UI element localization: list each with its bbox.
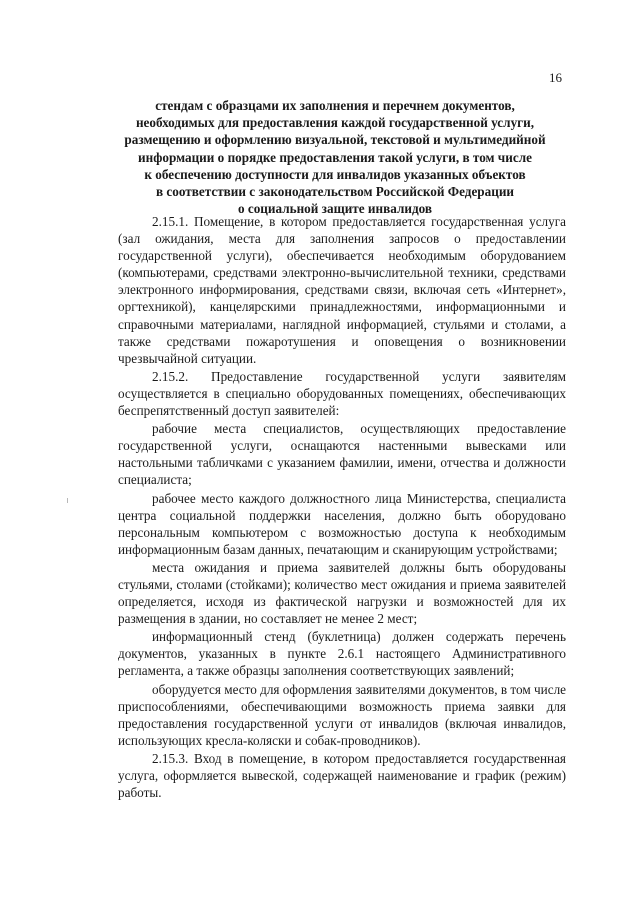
scan-artifact bbox=[67, 498, 68, 503]
paragraph-waiting-areas: места ожидания и приема заявителей должны быть оборудованы стульями, столами (стойками); количество мест ожидания и приема заявителей определяется, исходя из фактической нагрузки и возможностей для их размещения в здании, но составляет не менее 2 мест; bbox=[118, 559, 566, 627]
page-number: 16 bbox=[549, 70, 562, 85]
section-heading bbox=[105, 97, 565, 217]
heading-line: информации о порядке предоставления такой услуги, в том числе bbox=[138, 149, 532, 165]
heading-line: стендам с образцами их заполнения и перечнем документов, bbox=[155, 98, 515, 113]
heading-line: в соответствии с законодательством Российской Федерации bbox=[155, 184, 515, 200]
paragraph-2-15-3: 2.15.3. Вход в помещение, в котором предоставляется государственная услуга, оформляется вывеской, содержащей наименование и график (режим) работы. bbox=[118, 750, 566, 801]
document-body bbox=[118, 213, 566, 802]
paragraph-document-area: оборудуется место для оформления заявителями документов, в том числе приспособлениями, обеспечивающими возможность приема заявки для предоставления государственной услуги от инвалидов (включая инвалидов, использующих кресла-коляски и собак-проводников). bbox=[118, 681, 566, 748]
paragraph-2-15-1: 2.15.1. Помещение, в котором предоставляется государственная услуга (зал ожидания, места для заполнения запросов о предоставлении государственной услуги), обеспечивается необходимым оборудованием (компьютерами, средствами электронно-вычислительной техники, средствами электронного информирования, средствами связи, включая сеть «Интернет», оргтехникой), канцелярскими принадлежностями, информационными и справочными материалами, наглядной информацией, стульями и столами, а также средствами пожаротушения и оповещения о возникновении чрезвычайной ситуации. bbox=[118, 214, 566, 366]
heading-line: о социальной защите инвалидов bbox=[237, 201, 433, 217]
paragraph-workplaces: рабочие места специалистов, осуществляющих предоставление государственной услуги, оснащаются настенными вывесками или настольными табличками с указанием фамилии, имени, отчества и должности специалиста; bbox=[118, 421, 566, 488]
paragraph-info-stand: информационный стенд (буклетница) должен содержать перечень документов, указанных в пункте 2.6.1 настоящего Административного регламента, а также образцы заполнения соответствующих заявлений; bbox=[118, 629, 566, 679]
heading-line: необходимых для предоставления каждой государственной услуги, bbox=[135, 115, 535, 131]
paragraph-official-workplace: рабочее место каждого должностного лица Министерства, специалиста центра социальной поддержки населения, должно быть оборудовано персональным компьютером с возможностью доступа к необходимым информационным базам данных, печатающим и сканирующим устройствами; bbox=[118, 490, 566, 557]
heading-line: к обеспечению доступности для инвалидов указанных объектов bbox=[144, 166, 526, 182]
heading-line: размещению и оформлению визуальной, текстовой и мультимедийной bbox=[124, 132, 546, 148]
paragraph-2-15-2: 2.15.2. Предоставление государственной услуги заявителям осуществляется в специально оборудованных помещениях, обеспечивающих беспрепятственный доступ заявителей: bbox=[118, 368, 566, 419]
